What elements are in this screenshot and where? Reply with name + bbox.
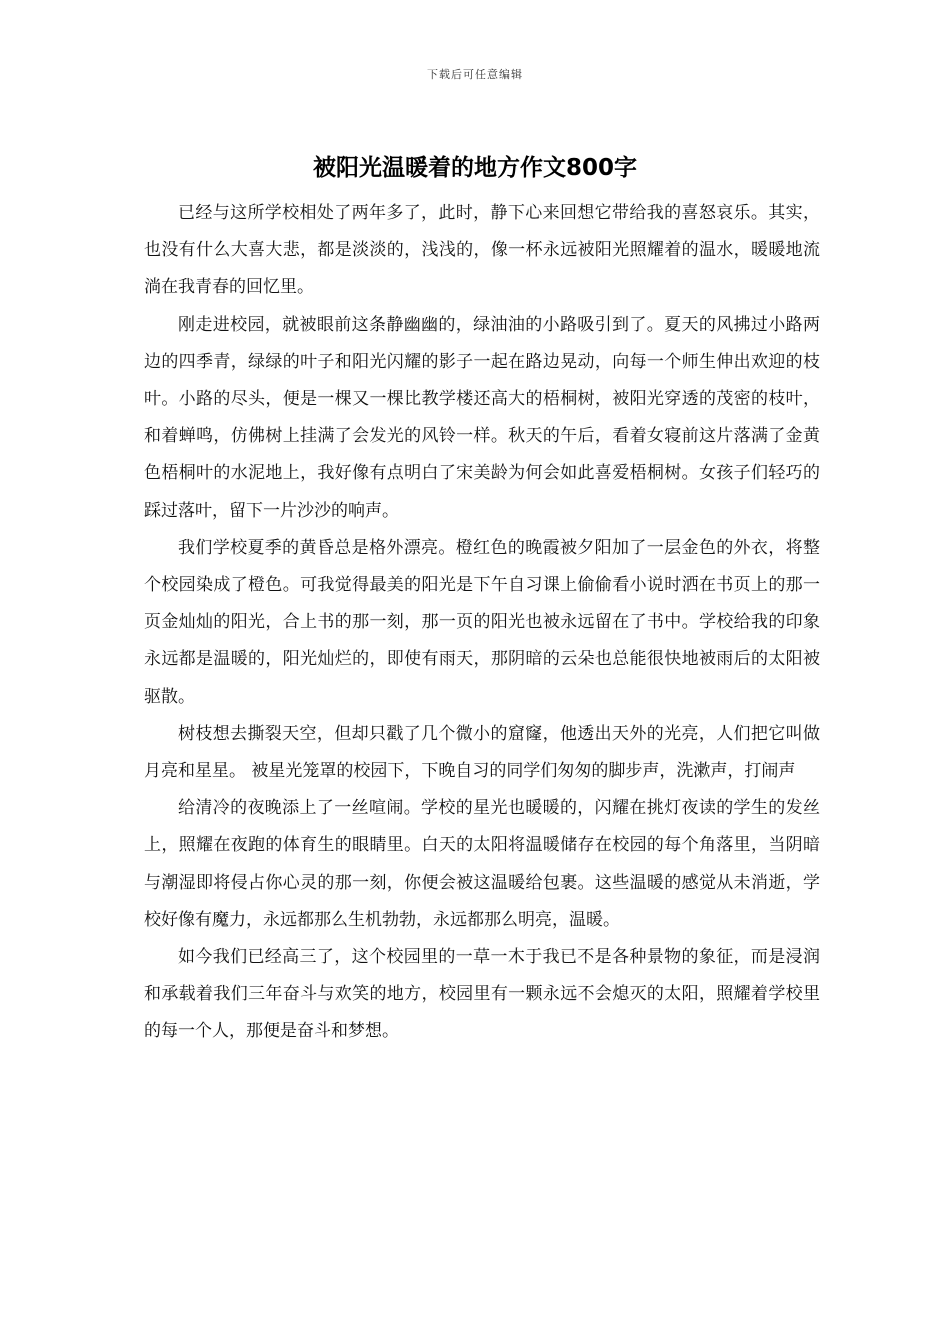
essay-body: [144, 195, 820, 1051]
header-note: 下载后可任意编辑: [427, 68, 523, 81]
paragraph-3: 我们学校夏季的黄昏总是格外漂亮。橙红色的晚霞被夕阳加了一层金色的外衣，将整个校园染成了橙色。可我觉得最美的阳光是下午自习课上偷偷看小说时洒在书页上的那一页金灿灿的阳光，合上书的那一刻，那一页的阳光也被永远留在了书中。学校给我的印象永远都是温暖的，阳光灿烂的，即使有雨天，那阴暗的云朵也总能很快地被雨后的太阳被驱散。: [144, 537, 820, 707]
paragraph-1: 已经与这所学校相处了两年多了，此时，静下心来回想它带给我的喜怒哀乐。其实，也没有什么大喜大悲，都是淡淡的，浅浅的，像一杯永远被阳光照耀着的温水，暖暖地流淌在我青春的回忆里。: [144, 203, 820, 298]
page-title: 被阳光温暖着的地方作文800字: [312, 155, 637, 181]
paragraph-2: 刚走进校园，就被眼前这条静幽幽的，绿油油的小路吸引到了。夏天的风拂过小路两边的四季青，绿绿的叶子和阳光闪耀的影子一起在路边晃动，向每一个师生伸出欢迎的枝叶。小路的尽头，便是一棵又一棵比教学楼还高大的梧桐树，被阳光穿透的茂密的枝叶，和着蝉鸣，仿佛树上挂满了会发光的风铃一样。秋天的午后，看着女寝前这片落满了金黄色梧桐叶的水泥地上，我好像有点明白了宋美龄为何会如此喜爱梧桐树。女孩子们轻巧的踩过落叶，留下一片沙沙的响声。: [144, 314, 820, 521]
paragraph-4: 树枝想去撕裂天空，但却只戳了几个微小的窟窿，他透出天外的光亮，人们把它叫做月亮和星星。 被星光笼罩的校园下，下晚自习的同学们匆匆的脚步声，洗漱声，打闹声: [144, 723, 820, 782]
paragraph-5: 给清冷的夜晚添上了一丝喧闹。学校的星光也暖暖的，闪耀在挑灯夜读的学生的发丝上，照耀在夜跑的体育生的眼睛里。白天的太阳将温暖储存在校园的每个角落里，当阴暗与潮湿即将侵占你心灵的那一刻，你便会被这温暖给包裹。这些温暖的感觉从未消逝，学校好像有魔力，永远都那么生机勃勃，永远都那么明亮，温暖。: [144, 798, 820, 930]
paragraph-6: 如今我们已经高三了，这个校园里的一草一木于我已不是各种景物的象征，而是浸润和承载着我们三年奋斗与欢笑的地方，校园里有一颗永远不会熄灭的太阳，照耀着学校里的每一个人，那便是奋斗和梦想。: [144, 947, 820, 1042]
